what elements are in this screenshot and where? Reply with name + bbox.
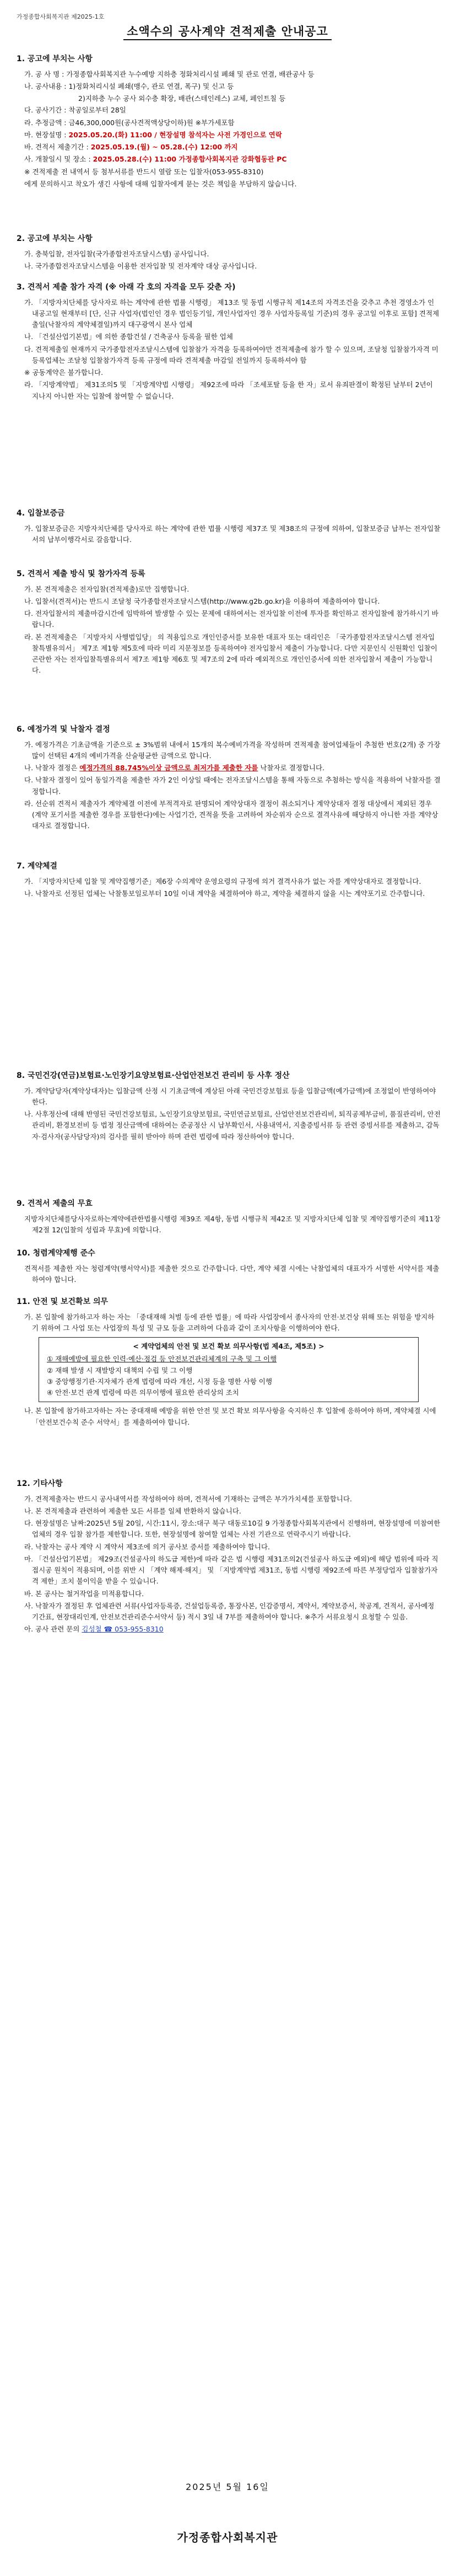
section-heading: 8. 국민건강(연금)보험료·노인장기요양보험료·산업안전보건 관리비 등 사후 정산 xyxy=(17,1071,290,1080)
section-4: 4. 입찰보증금 가. 입찰보증금은 지방자치단체를 당사자로 하는 계약에 관한 법률 시행령 제37조 및 제38조의 규정에 의하여, 입찰보증금 납부는 전자입찰서의 납부이행각서로 갈음합니다. xyxy=(17,507,441,546)
safety-obligations-box: < 계약업체의 안전 및 보건 확보 의무사항(법 제4조, 제5조) > ① 재해예방에 필요한 인력·예산·점검 등 안전보건관리체계의 구축 및 그 이행 ② 재해 발생 시 재발방지 대책의 수립 및 그 이행 ③ 중앙행정기관·지자체가 관계 법령에 따라 개선, 시정 등을 명한 사항 이행 ④ 안전·보건 관계 법령에 따른 의무이행에 필요한 관리상의 조치 xyxy=(39,1337,419,1402)
section-heading: 1. 공고에 부치는 사항 xyxy=(17,55,93,63)
section-heading: 6. 예정가격 및 낙찰자 결정 xyxy=(17,725,110,734)
page-title: 소액수의 공사계약 견적제출 안내공고 xyxy=(0,22,455,41)
section-heading: 2. 공고에 부치는 사항 xyxy=(17,234,93,243)
section-8: 8. 국민건강(연금)보험료·노인장기요양보험료·산업안전보건 관리비 등 사후 정산 가. 계약담당자(계약상대자)는 입찰금액 산정 시 기초금액에 계상된 아래 국민건강보험료 등을 입찰금액(예가금액)에 조정없이 반영하여야 한다. 나. 사후정산에 대해 반영된 국민건강보험료, 노인장기요양보험료, 국민연금보험료, 산업안전보건관리비, 퇴직공제부금비, 품질관리비, 안전관리비, 환경보전비 등 법정 정산금액에 대하여는 준공정산 시 납부확인서, 사용내역서, 지출증빙서류 등 관련 증빙서류를 제출하고, 감독자·검사자(공사담당자)의 검사를 필히 받아야 하며 관련 법령에 따라 정산하여야 합니다. xyxy=(17,1070,441,1144)
section-heading: 12. 기타사항 xyxy=(17,1479,63,1488)
contact-link[interactable]: 김성철 ☎ 053-955-8310 xyxy=(82,1625,164,1634)
section-heading: 7. 계약체결 xyxy=(17,862,58,871)
section-heading: 11. 안전 및 보건확보 의무 xyxy=(17,1297,109,1306)
section-6: 6. 예정가격 및 낙찰자 결정 가. 예정가격은 기초금액을 기준으로 ± 3%범위 내에서 15개의 복수예비가격을 작성하며 견적제출 참여업체들이 추첨한 번호(2개) 중 가장 많이 선택된 4개의 예비가격을 산술평균한 금액으로 합니다. 나. 낙찰자 결정은 예정가격의 88.745%이상 금액으로 최저가를 제출한 자를 낙찰자로 결정합니다. 다. 낙찰자 결정이 있어 동일가격을 제출한 자가 2인 이상일 때에는 전자조달시스템을 통해 자동으로 추첨하는 방식을 적용하여 낙찰자를 결정합니다. 라. 선순위 견적서 제출자가 계약체결 이전에 부적격자로 판명되어 계약상대자 결정이 취소되거나 계약상대자 결정 대상에서 제외된 경우(계약 포기서를 제출한 경우를 포함한다)에는 사업기간, 견적을 뜻을 고려하여 차순위자 순으로 결격사유에 해당하지 아니한 자를 계약상대자로 결정합니다. xyxy=(17,723,441,833)
section-11: 11. 안전 및 보건확보 의무 가. 본 입찰에 참가하고자 하는 자는 「중대재해 처벌 등에 관한 법률」에 따라 사업장에서 종사자의 안전·보건상 위해 또는 위험을 방지하기 위하여 그 사업 또는 사업장의 특성 및 규모 등을 고려하여 다음과 같이 조치사항을 이행하여야 한다. < 계약업체의 안전 및 보건 확보 의무사항(법 제4조, 제5조) > ① 재해예방에 필요한 인력·예산·점검 등 안전보건관리체계의 구축 및 그 이행 ② 재해 발생 시 재발방지 대책의 수립 및 그 이행 ③ 중앙행정기관·지자체가 관계 법령에 따라 개선, 시정 등을 명한 사항 이행 ④ 안전·보건 관계 법령에 따른 의무이행에 필요한 관리상의 조치 나. 본 입찰에 참가하고자하는 자는 중대재해 예방을 위한 안전 및 보건 확보 의무사항을 숙지하신 후 입찰에 응하여야 하며, 계약체결 시에 「안전보건수칙 준수 서약서」를 제출하여야 합니다. xyxy=(17,1296,441,1429)
section-5: 5. 견적서 제출 방식 및 참가자격 등록 가. 본 견적제출은 전자입찰(견적제출)로만 집행합니다. 나. 입찰서(견적서)는 반드시 조달청 국가종합전자조달시스템(http://www.g2b.go.kr)을 이용하여 제출하여야 합니다. 다. 전자입찰서의 제출마감시간에 임박하여 발생할 수 있는 문제에 대하여서는 전자입찰 이전에 투자를 확인하고 전자입찰에 참가하시기 바랍니다. 라. 본 견적제출은 「지방자치 사행법입당」 의 적용입으로 개인인증서를 보유한 대표자 또는 대리인은 「국가종합전자조달시스템 전자입찰특별유의서」 제7조 제1항 제5호에 따라 미리 지문정보를 등록하여야 전자입찰서 제출이 가능합니다. 다만 지문인식 신원확인 입찰이 곤란한 자는 전자입찰특별유의서 제7조 제1항 제6호 및 제7조의 2에 따라 예외적으로 개인인증서에 의한 전자입찰서 제출이 가능합니다. xyxy=(17,568,441,678)
section-9: 9. 견적서 제출의 무효 지방자치단체를당사자로하는계약에관한법률시행령 제39조 제4항, 동법 시행규칙 제42조 및 지방자치단체 입찰 및 계약집행기준의 제11장 제2절 12(입찰의 성립과 무효)에 의합니다. xyxy=(17,1198,441,1237)
section-7: 7. 계약체결 가. 「지방자치단체 입찰 및 계약집행기준」제6장 수의계약 운영요령의 규정에 의거 결격사유가 없는 자를 계약상대자로 결정합니다. 나. 낙찰자로 선정된 업체는 낙찰통보일로부터 10일 이내 계약을 체결하여야 하고, 계약을 체결하지 않을 시는 계약포기로 간주합니다. xyxy=(17,860,441,900)
organization-name: 가정종합사회복지관 xyxy=(177,2531,278,2544)
section-2: 2. 공고에 부치는 사항 가. 충북입찰, 전자입찰(국가종합전자조달시스템) 공사입니다. 나. 국가종합전자조달시스템을 이용한 전자입찰 및 전자계약 대상 공사입니다. xyxy=(17,233,441,273)
section-heading: 5. 견적서 제출 방식 및 참가자격 등록 xyxy=(17,570,145,578)
section-heading: 3. 견적서 제출 참가 자격 (※ 아래 각 호의 자격을 모두 갖춘 자) xyxy=(17,283,236,292)
document-number: 가정종합사회복지관 제2025-1호 xyxy=(17,13,105,20)
section-3: 3. 견적서 제출 참가 자격 (※ 아래 각 호의 자격을 모두 갖춘 자) 가. 「지방자치단체를 당사자로 하는 계약에 관한 법률 시행령」 제13조 및 동법 시행규칙 제14조의 자격조건을 갖추고 추천 경영소가 인내공고일 현재부터 [단, 신규 사업자(법인인 경우 법인등기일, 개인사업자인 경우 사업자등록일 기준)의 경우 공고일 이후로 포함] 견적제출일(낙찰자의 계약체결일)까지 대구광역시 본사 업체 나. 「건설산업기본법」에 의한 종합건설 / 건축공사 등록을 필한 업체 다. 견적제출일 현재까지 국가종합전자조달시스템에 입찰참가 자격을 등록하여야만 견적제출에 참가 할 수 있으며, 조달청 입찰참가자격 미 등록업체는 조달청 입찰참가자격 등록 규정에 따라 견적제출 마감일 전일까지 등록하셔야 함 ※ 공동계약은 불가합니다. 라. 「지방계약법」 제31조의5 및 「지방계약법 시행령」 제92조에 따라 「조세포탈 등을 한 자」로서 유죄판결이 확정된 날부터 2년이 지나지 아니한 자는 입찰에 참여할 수 없습니다. xyxy=(17,281,441,403)
section-heading: 4. 입찰보증금 xyxy=(17,509,65,518)
section-10: 10. 청렴계약제행 준수 견적서를 제출한 자는 청렴계약(행서약서)를 제출한 것으로 간주합니다. 다만, 계약 체결 시에는 낙찰업체의 대표자가 서명한 서약서를 제출하여야 합니다. xyxy=(17,1247,441,1286)
section-heading: 10. 청렴계약제행 준수 xyxy=(17,1249,95,1258)
section-1: 1. 공고에 부치는 사항 가. 공 사 명 : 가정종합사회복지관 누수예방 지하층 정화처리시설 폐쇄 및 관로 연결, 배관공사 등 나. 공사내용 : 1)정화처리시설 폐쇄(맹수, 관로 연결, 폭구) 및 신고 등 2)지하층 누수 공사 외수층 확장, 배관(스테인레스) 교체, 페인트칠 등 다. 공사기간 : 착공일로부터 28일 라. 추정금액 : 금46,300,000원(공사견적액상당이하)원 ※부가세포함 마. 현장설명 : 2025.05.20.(화) 11:00 / 현장설명 참석자는 사전 가경인으로 연락 바. 견적서 제출기간 : 2025.05.19.(월) ~ 05.28.(수) 12:00 까지 사. 개찰일시 및 장소 : 2025.05.28.(수) 11:00 가정종합사회복지관 강화협동관 PC ※ 견적제출 전 내역서 등 첨부서류를 반드시 열람 또는 입찰자(053-955-8310) 에게 문의하시고 착오가 생긴 사항에 대해 입찰자에게 묻는 것은 책임을 부담하지 않습니다. xyxy=(17,53,441,191)
notice-date: 2025년 5월 16일 xyxy=(186,2482,269,2492)
section-12: 12. 기타사항 가. 견적제출자는 반드시 공사내역서를 작성하여야 하며, 견적서에 기재하는 금액은 부가가치세를 포함합니다. 나. 본 견적제출과 관련하여 제출한 모든 서류를 일체 반환하지 않습니다. 다. 현장설명은 날짜:2025년 5월 20일, 시간:11시, 장소:대구 북구 대동로10길 9 가정종합사회복지관에서 진행하며, 현장설명에 미참여한 업체의 경우 입찰 참가를 제한합니다. 또한, 현장설명에 참여할 업체는 사전 기관으로 연락주시기 바랍니다. 라. 낙찰자는 공사 계약 시 계약서 제3조에 의거 공사보 증서를 제출하여야 합니다. 마. 「건설산업기본법」 제29조(건설공사의 하도급 제한)에 따라 같은 법 시행령 제31조의2(건설공사 하도급 예외)에 해당 범위에 따라 직접시공 원칙이 적용되며, 이를 위반 시 「계약 해제·해지」 및 「지방계약법 제31조, 동법 시행령 제92조에 따른 부정당업자 입찰참가자격 제한」조치 불이익을 받을 수 있습니다. 바. 본 공사는 철거작업을 미적용합니다. 사. 낙찰자가 결정된 후 업체관련 서류(사업자등록증, 건설업등록증, 통장사본, 인감증명서, 계약서, 계약보증서, 착공계, 견적서, 공사예정기간표, 현장대리인계, 안전보건관리준수서약서 등) 적시 3일 내 7부를 제출하여야 합니다. ※추가 서류요청시 요청할 수 있음. 아. 공사 관련 문의 김성철 ☎ 053-955-8310 xyxy=(17,1478,441,1636)
section-heading: 9. 견적서 제출의 무효 xyxy=(17,1199,93,1208)
